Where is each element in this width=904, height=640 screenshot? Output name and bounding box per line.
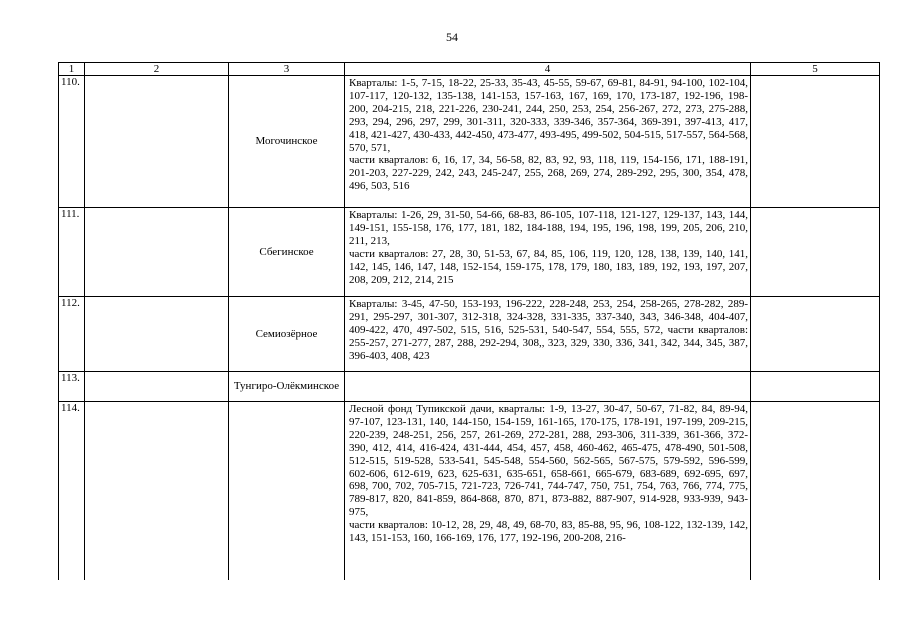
quarters-text: Кварталы: 1-26, 29, 31-50, 54-66, 68-83, 86-105, 107-118, 121-127, 129-137, 143, 144, 149-151, 155-158, 176, 177, 181, 182, 184-188, 194, 195, 196, 198, 199, 205, 206, 210, 211, 213,	[349, 209, 748, 247]
page-number: 54	[446, 30, 458, 44]
quarters-description	[345, 402, 751, 580]
forest-district-table	[58, 62, 880, 580]
partial-quarters-text: части кварталов: 27, 28, 30, 51-53, 67, 84, 85, 106, 119, 120, 128, 138, 139, 140, 141, 142, 145, 146, 147, 148, 152-154, 159-175, 178, 179, 180, 183, 189, 192, 193, 197, 207, 208, 209, 212, 214, 215	[349, 247, 748, 286]
column-2-cell	[85, 372, 229, 402]
quarters-text: Кварталы: 3-45, 47-50, 153-193, 196-222, 228-248, 253, 254, 258-265, 278-282, 289-291, 295-297, 301-307, 312-318, 324-328, 331-335, 337-340, 343, 346-348, 404-407, 409-422, 470, 497-502, 515, 516, 525-531, 540-547, 554, 555, 572, части кварталов: 255-257, 271-277, 287, 288, 292-294, 308,, 323, 329, 330, 336, 341, 342, 344, 345, 387, 396-403, 408, 423	[349, 298, 748, 362]
column-header: 2	[85, 63, 229, 76]
column-5-cell	[751, 372, 880, 402]
column-header: 5	[751, 63, 880, 76]
row-number: 114.	[59, 402, 85, 580]
quarters-description	[345, 208, 751, 297]
partial-quarters-text: части кварталов: 10-12, 28, 29, 48, 49, 68-70, 83, 85-88, 95, 96, 108-122, 132-139, 142, 143, 151-153, 160, 166-169, 176, 177, 192-196, 200-208, 216-	[349, 519, 748, 545]
column-2-cell	[85, 76, 229, 208]
table-row	[59, 208, 880, 297]
table-row	[59, 372, 880, 402]
column-5-cell	[751, 76, 880, 208]
column-5-cell	[751, 208, 880, 297]
row-number: 112.	[59, 297, 85, 372]
column-header: 4	[345, 63, 751, 76]
column-5-cell	[751, 402, 880, 580]
column-5-cell	[751, 297, 880, 372]
district-name: Тунгиро-Олёкминское	[229, 372, 345, 402]
column-2-cell	[85, 402, 229, 580]
table-row	[59, 297, 880, 372]
row-number: 111.	[59, 208, 85, 297]
quarters-description	[345, 297, 751, 372]
column-2-cell	[85, 297, 229, 372]
quarters-description	[345, 372, 751, 402]
district-name: Сбегинское	[229, 208, 345, 297]
table-row	[59, 76, 880, 208]
district-name	[229, 402, 345, 580]
column-header: 3	[229, 63, 345, 76]
quarters-text: Кварталы: 1-5, 7-15, 18-22, 25-33, 35-43, 45-55, 59-67, 69-81, 84-91, 94-100, 102-104, 107-117, 120-132, 135-138, 141-153, 157-163, 167, 169, 170, 173-187, 192-196, 198-200, 204-215, 218, 221-226, 230-241, 244, 250, 253, 254, 256-267, 272, 273, 275-288, 293, 294, 296, 297, 299, 301-311, 320-333, 339-346, 357-364, 369-391, 397-413, 417, 418, 421-427, 430-433, 442-450, 473-477, 493-495, 499-502, 504-515, 517-557, 564-568, 570, 571,	[349, 77, 748, 154]
quarters-text: Лесной фонд Тупикской дачи, кварталы: 1-9, 13-27, 30-47, 50-67, 71-82, 84, 89-94, 97-107, 123-131, 140, 144-150, 154-159, 161-165, 170-175, 178-191, 197-199, 209-215, 220-239, 248-251, 256, 257, 261-269, 272-281, 288, 293-306, 311-339, 361-366, 372-390, 412, 414, 416-424, 431-444, 454, 457, 458, 460-462, 465-475, 478-490, 501-508, 512-515, 519-528, 533-541, 545-548, 554-560, 562-565, 567-575, 579-592, 596-599, 602-606, 612-619, 623, 625-631, 635-651, 658-661, 665-679, 683-689, 692-695, 697, 698, 700, 702, 705-715, 721-723, 726-741, 744-747, 750, 751, 754, 763, 766, 774, 775, 789-817, 820, 841-859, 864-868, 870, 871, 873-882, 887-907, 914-928, 933-939, 943-975,	[349, 403, 748, 519]
partial-quarters-text: части кварталов: 6, 16, 17, 34, 56-58, 82, 83, 92, 93, 118, 119, 154-156, 171, 188-191, 201-203, 227-229, 242, 243, 245-247, 255, 268, 269, 274, 289-292, 295, 300, 354, 478, 496, 503, 516	[349, 154, 748, 193]
column-header: 1	[59, 63, 85, 76]
quarters-description	[345, 76, 751, 208]
table-row	[59, 402, 880, 580]
district-name: Могочинское	[229, 76, 345, 208]
row-number: 110.	[59, 76, 85, 208]
row-number: 113.	[59, 372, 85, 402]
district-name: Семиозёрное	[229, 297, 345, 372]
table-header-row	[59, 63, 880, 76]
column-2-cell	[85, 208, 229, 297]
